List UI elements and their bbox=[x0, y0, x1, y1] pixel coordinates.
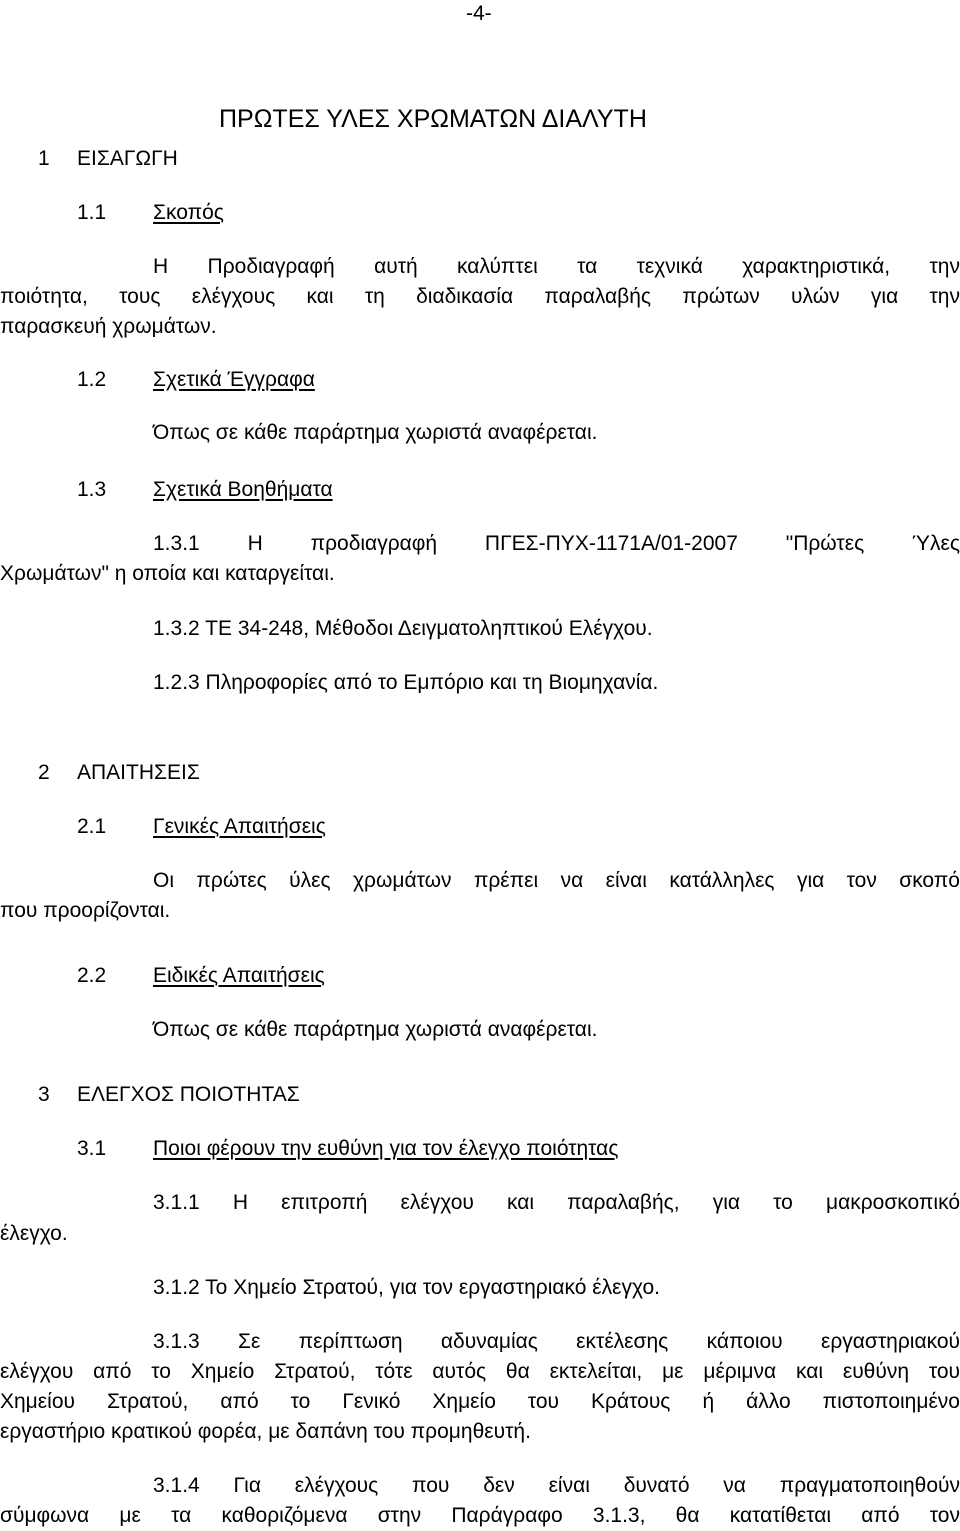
section-2-number: 2 bbox=[38, 761, 50, 784]
section-2-2-text: Όπως σε κάθε παράρτημα χωριστά αναφέρεται. bbox=[153, 1018, 598, 1041]
paragraph-line: ελέγχου από το Χημείο Στρατού, τότε αυτός θα εκτελείται, με μέριμνα και ευθύνη του bbox=[0, 1360, 960, 1383]
document-title: ΠΡΩΤΕΣ ΥΛΕΣ ΧΡΩΜΑΤΩΝ ΔΙΑΛΥΤΗ bbox=[219, 105, 647, 133]
section-2-title: ΑΠΑΙΤΗΣΕΙΣ bbox=[77, 761, 200, 784]
section-3-number: 3 bbox=[38, 1083, 50, 1106]
section-3-1-2-text: 3.1.2 Το Χημείο Στρατού, για τον εργαστηριακό έλεγχο. bbox=[153, 1276, 660, 1299]
section-1-1-number: 1.1 bbox=[77, 201, 107, 224]
section-3-1-3-paragraph bbox=[0, 1327, 960, 1447]
section-3-1-title: Ποιοι φέρουν την ευθύνη για τον έλεγχο ποιότητας bbox=[153, 1137, 619, 1160]
paragraph-line: 1.3.1 Η προδιαγραφή ΠΓΕΣ-ΠΥΧ-1171Α/01-2007 "Πρώτες Ύλες bbox=[153, 532, 960, 555]
page-number: -4- bbox=[466, 2, 492, 25]
section-2-1-number: 2.1 bbox=[77, 815, 107, 838]
section-3-1-number: 3.1 bbox=[77, 1137, 107, 1160]
section-2-2-title: Ειδικές Απαιτήσεις bbox=[153, 964, 325, 987]
section-1-2-3-text: 1.2.3 Πληροφορίες από το Εμπόριο και τη Βιομηχανία. bbox=[153, 671, 659, 694]
section-1-2-text: Όπως σε κάθε παράρτημα χωριστά αναφέρεται. bbox=[153, 421, 598, 444]
paragraph-line: παρασκευή χρωμάτων. bbox=[0, 315, 217, 338]
section-1-1-paragraph bbox=[0, 252, 960, 342]
paragraph-line: 3.1.3 Σε περίπτωση αδυναμίας εκτέλεσης κάποιου εργαστηριακού bbox=[153, 1330, 960, 1353]
section-1-1-title: Σκοπός bbox=[153, 201, 224, 224]
paragraph-line: 3.1.4 Για ελέγχους που δεν είναι δυνατό να πραγματοποιηθούν bbox=[153, 1474, 960, 1497]
section-1-number: 1 bbox=[38, 147, 50, 170]
section-3-1-1-continuation: έλεγχο. bbox=[0, 1222, 68, 1245]
paragraph-line: σύμφωνα με τα καθοριζόμενα στην Παράγραφο 3.1.3, θα κατατίθεται από τον bbox=[0, 1504, 960, 1527]
section-1-2-number: 1.2 bbox=[77, 368, 107, 391]
paragraph-line: 3.1.1 Η επιτροπή ελέγχου και παραλαβής, για το μακροσκοπικό bbox=[153, 1191, 960, 1214]
section-1-3-2-text: 1.3.2 ΤΕ 34-248, Μέθοδοι Δειγματοληπτικού Ελέγχου. bbox=[153, 617, 653, 640]
section-1-3-1-paragraph bbox=[0, 529, 960, 589]
section-3-1-4-paragraph bbox=[0, 1471, 960, 1531]
section-3-1-1-line bbox=[0, 1188, 960, 1218]
paragraph-line: ποιότητα, τους ελέγχους και τη διαδικασία παραλαβής πρώτων υλών για την bbox=[0, 285, 960, 308]
section-2-1-title: Γενικές Απαιτήσεις bbox=[153, 815, 326, 838]
section-2-2-number: 2.2 bbox=[77, 964, 107, 987]
section-2-1-paragraph bbox=[0, 866, 960, 926]
paragraph-line: εργαστήριο κρατικού φορέα, με δαπάνη του προμηθευτή. bbox=[0, 1420, 531, 1443]
section-1-3-title: Σχετικά Βοηθήματα bbox=[153, 478, 333, 501]
paragraph-line: Οι πρώτες ύλες χρωμάτων πρέπει να είναι κατάλληλες για τον σκοπό bbox=[153, 869, 960, 892]
paragraph-line: που προορίζονται. bbox=[0, 899, 171, 922]
section-1-2-title: Σχετικά Έγγραφα bbox=[153, 368, 315, 391]
paragraph-line: Χρωμάτων" η οποία και καταργείται. bbox=[0, 562, 335, 585]
paragraph-line: Χημείου Στρατού, από το Γενικό Χημείο του Κράτους ή άλλο πιστοποιημένο bbox=[0, 1390, 960, 1413]
paragraph-line: Η Προδιαγραφή αυτή καλύπτει τα τεχνικά χαρακτηριστικά, την bbox=[153, 255, 960, 278]
section-1-3-number: 1.3 bbox=[77, 478, 107, 501]
section-1-title: ΕΙΣΑΓΩΓΗ bbox=[77, 147, 178, 170]
section-3-title: ΕΛΕΓΧΟΣ ΠΟΙΟΤΗΤΑΣ bbox=[77, 1083, 300, 1106]
